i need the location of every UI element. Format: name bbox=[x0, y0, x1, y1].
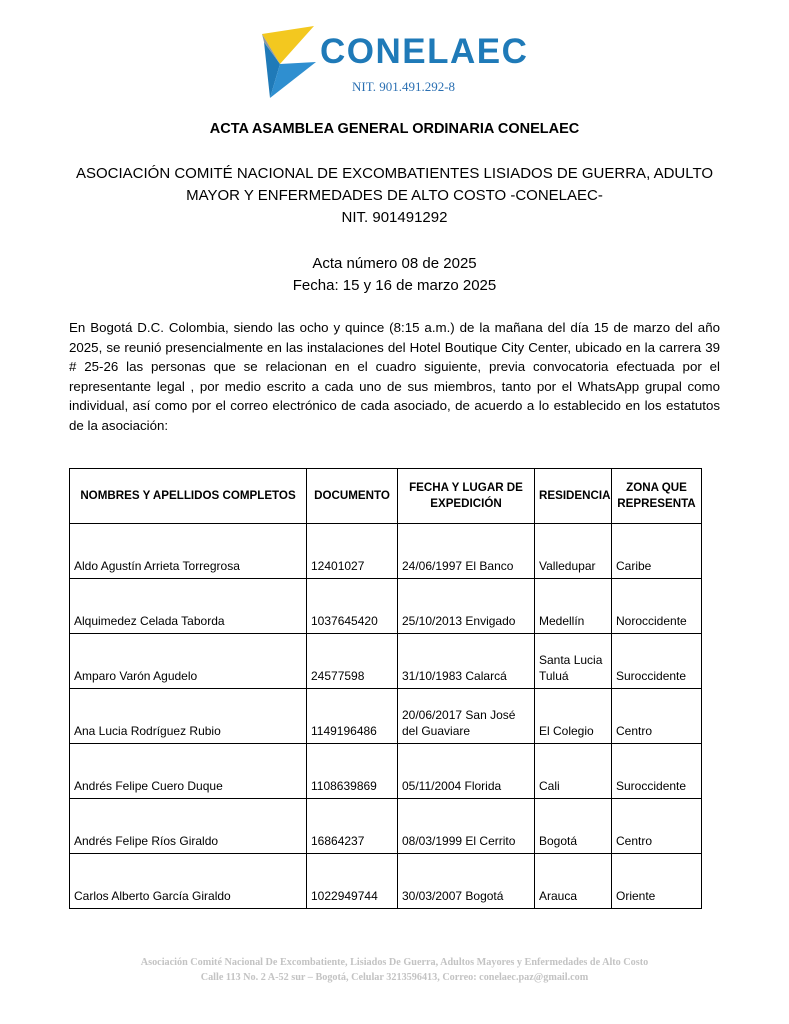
document-title: ACTA ASAMBLEA GENERAL ORDINARIA CONELAEC bbox=[209, 121, 580, 137]
cell-expedition: 30/03/2007 Bogotá bbox=[398, 854, 535, 909]
acta-date: Fecha: 15 y 16 de marzo 2025 bbox=[292, 277, 497, 294]
cell-zone: Caribe bbox=[612, 524, 702, 579]
association-line-2: MAYOR Y ENFERMEDADES DE ALTO COSTO -CONELAEC- bbox=[186, 187, 603, 204]
association-line-1: ASOCIACIÓN COMITÉ NACIONAL DE EXCOMBATIENTES LISIADOS DE GUERRA, ADULTO bbox=[75, 165, 714, 182]
members-table bbox=[69, 468, 702, 909]
header-zone: ZONA QUE REPRESENTA bbox=[612, 469, 702, 524]
cell-expedition: 31/10/1983 Calarcá bbox=[398, 634, 535, 689]
cell-residence: Santa Lucia Tuluá bbox=[535, 634, 612, 689]
cell-document: 16864237 bbox=[307, 799, 398, 854]
cell-expedition: 20/06/2017 San José del Guaviare bbox=[398, 689, 535, 744]
table-row bbox=[70, 634, 702, 689]
table-row bbox=[70, 799, 702, 854]
footer-line-2: Calle 113 No. 2 A-52 sur – Bogotá, Celular 3213596413, Correo: conelaec.paz@gmail.com bbox=[200, 972, 589, 983]
table-row bbox=[70, 744, 702, 799]
cell-expedition: 05/11/2004 Florida bbox=[398, 744, 535, 799]
header-document: DOCUMENTO bbox=[307, 469, 398, 524]
cell-document: 12401027 bbox=[307, 524, 398, 579]
cell-name: Andrés Felipe Ríos Giraldo bbox=[70, 799, 307, 854]
cell-zone: Centro bbox=[612, 799, 702, 854]
nit-label: NIT. 901.491.292-8 bbox=[352, 79, 456, 94]
table-row bbox=[70, 579, 702, 634]
page-footer bbox=[0, 955, 789, 985]
table-row bbox=[70, 854, 702, 909]
cell-document: 1037645420 bbox=[307, 579, 398, 634]
cell-zone: Centro bbox=[612, 689, 702, 744]
cell-expedition: 24/06/1997 El Banco bbox=[398, 524, 535, 579]
cell-name: Alquimedez Celada Taborda bbox=[70, 579, 307, 634]
table-row bbox=[70, 689, 702, 744]
cell-residence: Bogotá bbox=[535, 799, 612, 854]
intro-paragraph: En Bogotá D.C. Colombia, siendo las ocho y quince (8:15 a.m.) de la mañana del día 15 de marzo del año 2025, se reunió presencialmente en las instalaciones del Hotel Boutique City Center, ubicado en la carrera 39 # 25-26 las personas que se relacionan en el cuadro siguiente, previa convocatoria efectuada por el representante legal , por medio escrito a cada uno de sus miembros, tanto por el WhatsApp grupal como individual, así como por el correo electrónico de cada asociado, de acuerdo a lo establecido en los estatutos de la asociación: bbox=[69, 320, 720, 433]
cell-zone: Noroccidente bbox=[612, 579, 702, 634]
cell-name: Aldo Agustín Arrieta Torregrosa bbox=[70, 524, 307, 579]
logo-mark-icon bbox=[240, 22, 320, 100]
header-residence: RESIDENCIA bbox=[535, 469, 612, 524]
table-header-row bbox=[70, 469, 702, 524]
footer-line-1: Asociación Comité Nacional De Excombatiente, Lisiados De Guerra, Adultos Mayores y Enfermedades de Alto Costo bbox=[140, 957, 649, 968]
cell-residence: Valledupar bbox=[535, 524, 612, 579]
cell-residence: Medellín bbox=[535, 579, 612, 634]
cell-name: Amparo Varón Agudelo bbox=[70, 634, 307, 689]
cell-zone: Oriente bbox=[612, 854, 702, 909]
header-name: NOMBRES Y APELLIDOS COMPLETOS bbox=[70, 469, 307, 524]
cell-name: Ana Lucia Rodríguez Rubio bbox=[70, 689, 307, 744]
cell-document: 1108639869 bbox=[307, 744, 398, 799]
acta-number: Acta número 08 de 2025 bbox=[312, 255, 477, 272]
acta-info bbox=[0, 253, 789, 297]
cell-zone: Suroccidente bbox=[612, 634, 702, 689]
association-name bbox=[60, 163, 729, 229]
cell-expedition: 08/03/1999 El Cerrito bbox=[398, 799, 535, 854]
cell-residence: Cali bbox=[535, 744, 612, 799]
cell-document: 1022949744 bbox=[307, 854, 398, 909]
cell-document: 1149196486 bbox=[307, 689, 398, 744]
cell-residence: Arauca bbox=[535, 854, 612, 909]
cell-residence: El Colegio bbox=[535, 689, 612, 744]
cell-expedition: 25/10/2013 Envigado bbox=[398, 579, 535, 634]
association-line-3: NIT. 901491292 bbox=[341, 209, 448, 226]
cell-document: 24577598 bbox=[307, 634, 398, 689]
cell-name: Carlos Alberto García Giraldo bbox=[70, 854, 307, 909]
table-row bbox=[70, 524, 702, 579]
cell-name: Andrés Felipe Cuero Duque bbox=[70, 744, 307, 799]
header-expedition: FECHA Y LUGAR DE EXPEDICIÓN bbox=[398, 469, 535, 524]
logo-text: CONELAEC bbox=[320, 32, 529, 71]
cell-zone: Suroccidente bbox=[612, 744, 702, 799]
